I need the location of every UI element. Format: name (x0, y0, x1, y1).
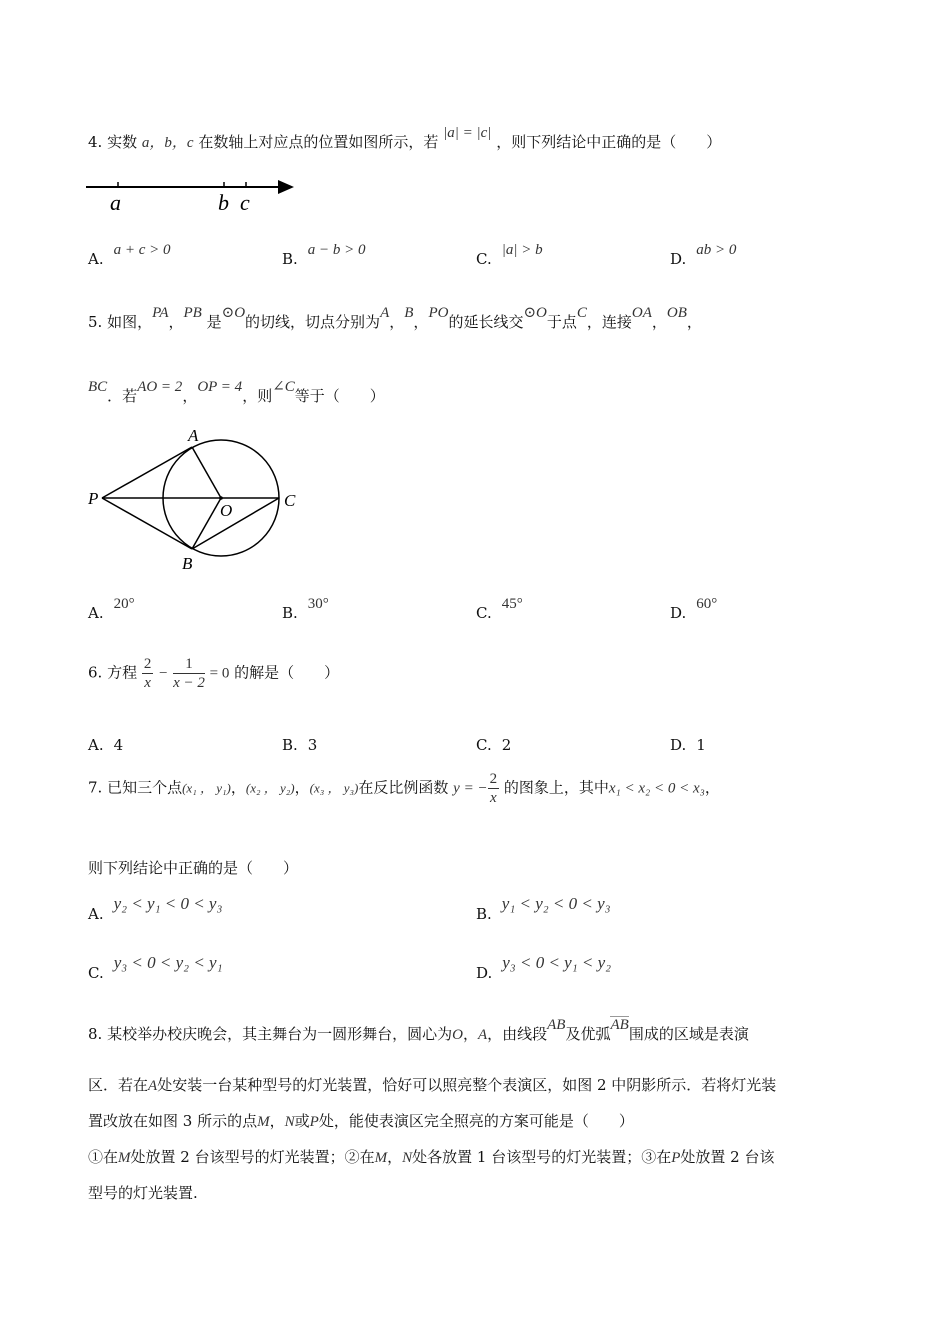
q8-stem-line4: ①在M处放置 2 台该型号的灯光装置；②在M，N处各放置 1 台该型号的灯光装置；③在P处放置 2 台该 (88, 1148, 775, 1166)
axis-label-b: b (218, 190, 229, 215)
q5-option-b[interactable]: B. 30° (282, 596, 329, 622)
q7-fraction: $\frac{2}{x}$ (489, 771, 498, 806)
q6-option-a[interactable]: A. 4 (88, 736, 124, 754)
q6-option-d[interactable]: D. 1 (670, 736, 706, 754)
q6-option-b[interactable]: B. 3 (282, 736, 318, 754)
q5-option-c[interactable]: C. 45° (476, 596, 523, 622)
q4-option-c[interactable]: C. |a| > b (476, 242, 543, 268)
q5-option-a[interactable]: A. 20° (88, 596, 135, 622)
q4-stem: 4. 实数 a，b，c 在数轴上对应点的位置如图所示，若 |a| = |c| ，则下列结论中正确的是（ ） (88, 125, 722, 151)
q7-stem-line1: 7. 已知三个点(x₁ ， y₁)，(x₂ ， y₂)，(x₃ ， y₃)在反比例函数 y = − $\frac{2}{x}$ 的图象上，其中x₁ < x₂ < 0 < x₃， (88, 771, 720, 806)
arc-ab: AB (610, 1017, 629, 1033)
q6-stem: 6. 方程 $\frac{2}{x}$ − $\frac{1}{x - 2}$ = 0 的解是（ ） (88, 656, 340, 691)
q6-fraction-2: $\frac{1}{x - 2}$ (173, 656, 205, 691)
fig-label-a: A (188, 426, 199, 445)
q8-stem-line3: 置改放在如图 3 所示的点M，N或P处，能使表演区完全照亮的方案可能是（ ） (88, 1112, 634, 1130)
q4-option-d[interactable]: D. ab > 0 (670, 242, 737, 268)
axis-label-c: c (240, 190, 250, 215)
q8-stem-line2: 区．若在A处安装一台某种型号的灯光装置，恰好可以照亮整个表演区，如图 2 中阴影所示．若将灯光装 (88, 1076, 777, 1094)
q7-option-d[interactable]: D.y₃ < 0 < y₁ < y₂ (476, 953, 612, 982)
axis-label-a: a (110, 190, 121, 215)
q4-condition: |a| = |c| (443, 125, 492, 141)
q8-stem-line5: 型号的灯光装置. (88, 1184, 198, 1202)
q6-option-c[interactable]: C. 2 (476, 736, 512, 754)
fig-label-o: O (220, 501, 233, 520)
q6-fraction-1: $\frac{2}{x}$ (143, 656, 152, 691)
q7-option-b[interactable]: B.y₁ < y₂ < 0 < y₃ (476, 894, 611, 923)
q5-figure (82, 420, 312, 580)
q7-stem-line2: 则下列结论中正确的是（ ） (88, 859, 299, 877)
q5-stem-line1: 5. 如图，PA，PB 是⊙O的切线，切点分别为A，B，PO的延长线交⊙O于点C，连接OA，OB， (88, 305, 702, 331)
q5-stem-line2: BC．若AO = 2，OP = 4，则∠C等于（ ） (88, 379, 385, 405)
q7-option-c[interactable]: C.y₃ < 0 < y₂ < y₁ (88, 953, 223, 982)
fig-label-p: P (88, 489, 99, 508)
q7-option-a[interactable]: A.y₂ < y₁ < 0 < y₃ (88, 894, 223, 923)
q4-option-a[interactable]: A. a + c > 0 (88, 242, 171, 268)
fig-label-c: C (284, 491, 296, 510)
q8-stem-line1: 8. 某校举办校庆晚会，其主舞台为一圆形舞台，圆心为O，A，由线段AB及优弧AB围成的区域是表演 (88, 1017, 749, 1043)
q5-option-d[interactable]: D. 60° (670, 596, 718, 622)
number-line (84, 172, 300, 216)
fig-label-b: B (182, 554, 193, 573)
q4-option-b[interactable]: B. a − b > 0 (282, 242, 366, 268)
